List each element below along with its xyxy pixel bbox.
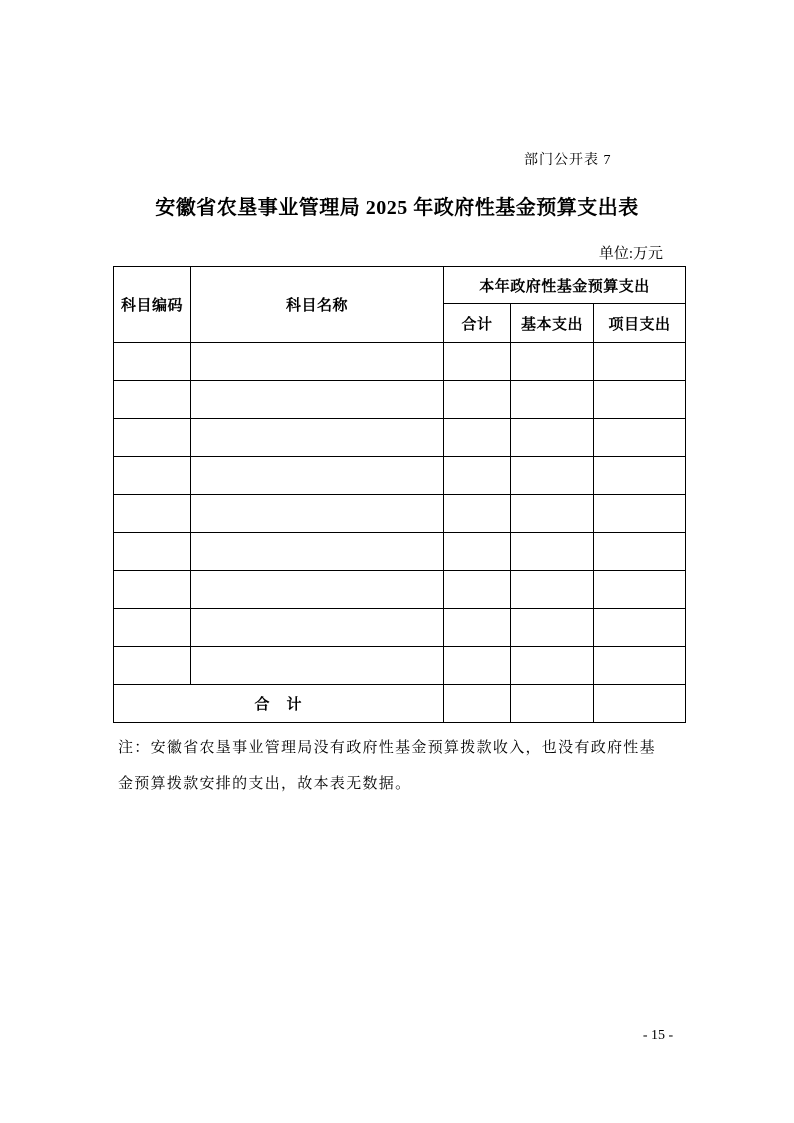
table-cell-empty bbox=[511, 533, 594, 571]
table-body bbox=[114, 343, 686, 685]
table-cell-empty bbox=[511, 609, 594, 647]
total-row bbox=[114, 685, 686, 723]
table-cell-empty bbox=[191, 343, 444, 381]
column-group-header-expenditure: 本年政府性基金预算支出 bbox=[444, 267, 686, 304]
table-cell-empty bbox=[511, 457, 594, 495]
table-cell-empty bbox=[511, 419, 594, 457]
table-cell-empty bbox=[191, 495, 444, 533]
table-cell-empty bbox=[114, 457, 191, 495]
table-cell-empty bbox=[511, 647, 594, 685]
table-cell-empty bbox=[191, 533, 444, 571]
table-cell-empty bbox=[594, 533, 686, 571]
column-header-basic-expenditure: 基本支出 bbox=[511, 304, 594, 343]
table-cell-empty bbox=[114, 495, 191, 533]
column-header-subject-code: 科目编码 bbox=[114, 267, 191, 343]
table-cell-empty bbox=[594, 647, 686, 685]
table-cell-empty bbox=[594, 571, 686, 609]
table-cell-empty bbox=[114, 533, 191, 571]
table-cell-empty bbox=[444, 533, 511, 571]
table-row bbox=[114, 533, 686, 571]
total-row-project-value bbox=[594, 685, 686, 723]
table-row bbox=[114, 381, 686, 419]
budget-table bbox=[113, 266, 686, 723]
total-row-basic-value bbox=[511, 685, 594, 723]
table-cell-empty bbox=[444, 381, 511, 419]
table-row bbox=[114, 495, 686, 533]
table-cell-empty bbox=[114, 647, 191, 685]
total-row-total-value bbox=[444, 685, 511, 723]
table-cell-empty bbox=[594, 457, 686, 495]
table-row bbox=[114, 647, 686, 685]
table-cell-empty bbox=[444, 571, 511, 609]
table-row bbox=[114, 343, 686, 381]
column-header-total: 合计 bbox=[444, 304, 511, 343]
table-cell-empty bbox=[511, 343, 594, 381]
table-header-row-1 bbox=[114, 267, 686, 304]
table-cell-empty bbox=[594, 381, 686, 419]
unit-label: 单位:万元 bbox=[598, 246, 663, 262]
table-row bbox=[114, 457, 686, 495]
table-cell-empty bbox=[114, 381, 191, 419]
table-row bbox=[114, 609, 686, 647]
table-cell-empty bbox=[444, 343, 511, 381]
table-cell-empty bbox=[191, 609, 444, 647]
table-cell-empty bbox=[191, 571, 444, 609]
total-row-label: 合 计 bbox=[114, 685, 444, 723]
table-cell-empty bbox=[594, 495, 686, 533]
table-cell-empty bbox=[594, 343, 686, 381]
table-cell-empty bbox=[114, 571, 191, 609]
column-header-subject-name: 科目名称 bbox=[191, 267, 444, 343]
table-cell-empty bbox=[191, 419, 444, 457]
table-cell-empty bbox=[114, 609, 191, 647]
table-cell-empty bbox=[511, 571, 594, 609]
table-cell-empty bbox=[594, 419, 686, 457]
table-footer bbox=[114, 685, 686, 723]
table-cell-empty bbox=[444, 609, 511, 647]
table-row bbox=[114, 419, 686, 457]
table-cell-empty bbox=[594, 609, 686, 647]
table-cell-empty bbox=[114, 419, 191, 457]
note-line-2: 金预算拨款安排的支出，故本表无数据。 bbox=[118, 776, 412, 792]
table-cell-empty bbox=[511, 495, 594, 533]
table-cell-empty bbox=[191, 381, 444, 419]
table-cell-empty bbox=[444, 419, 511, 457]
note bbox=[118, 730, 678, 802]
page-number: - 15 - bbox=[642, 1028, 674, 1043]
table-cell-empty bbox=[191, 457, 444, 495]
table-cell-empty bbox=[444, 457, 511, 495]
table-cell-empty bbox=[191, 647, 444, 685]
doc-label: 部门公开表 7 bbox=[524, 153, 612, 168]
table-cell-empty bbox=[511, 381, 594, 419]
table-cell-empty bbox=[444, 647, 511, 685]
note-line-1: 注：安徽省农垦事业管理局没有政府性基金预算拨款收入，也没有政府性基 bbox=[118, 740, 656, 756]
table-cell-empty bbox=[444, 495, 511, 533]
table-row bbox=[114, 571, 686, 609]
table-header bbox=[114, 267, 686, 343]
table-cell-empty bbox=[114, 343, 191, 381]
page-title: 安徽省农垦事业管理局 2025 年政府性基金预算支出表 bbox=[155, 197, 639, 219]
column-header-project-expenditure: 项目支出 bbox=[594, 304, 686, 343]
